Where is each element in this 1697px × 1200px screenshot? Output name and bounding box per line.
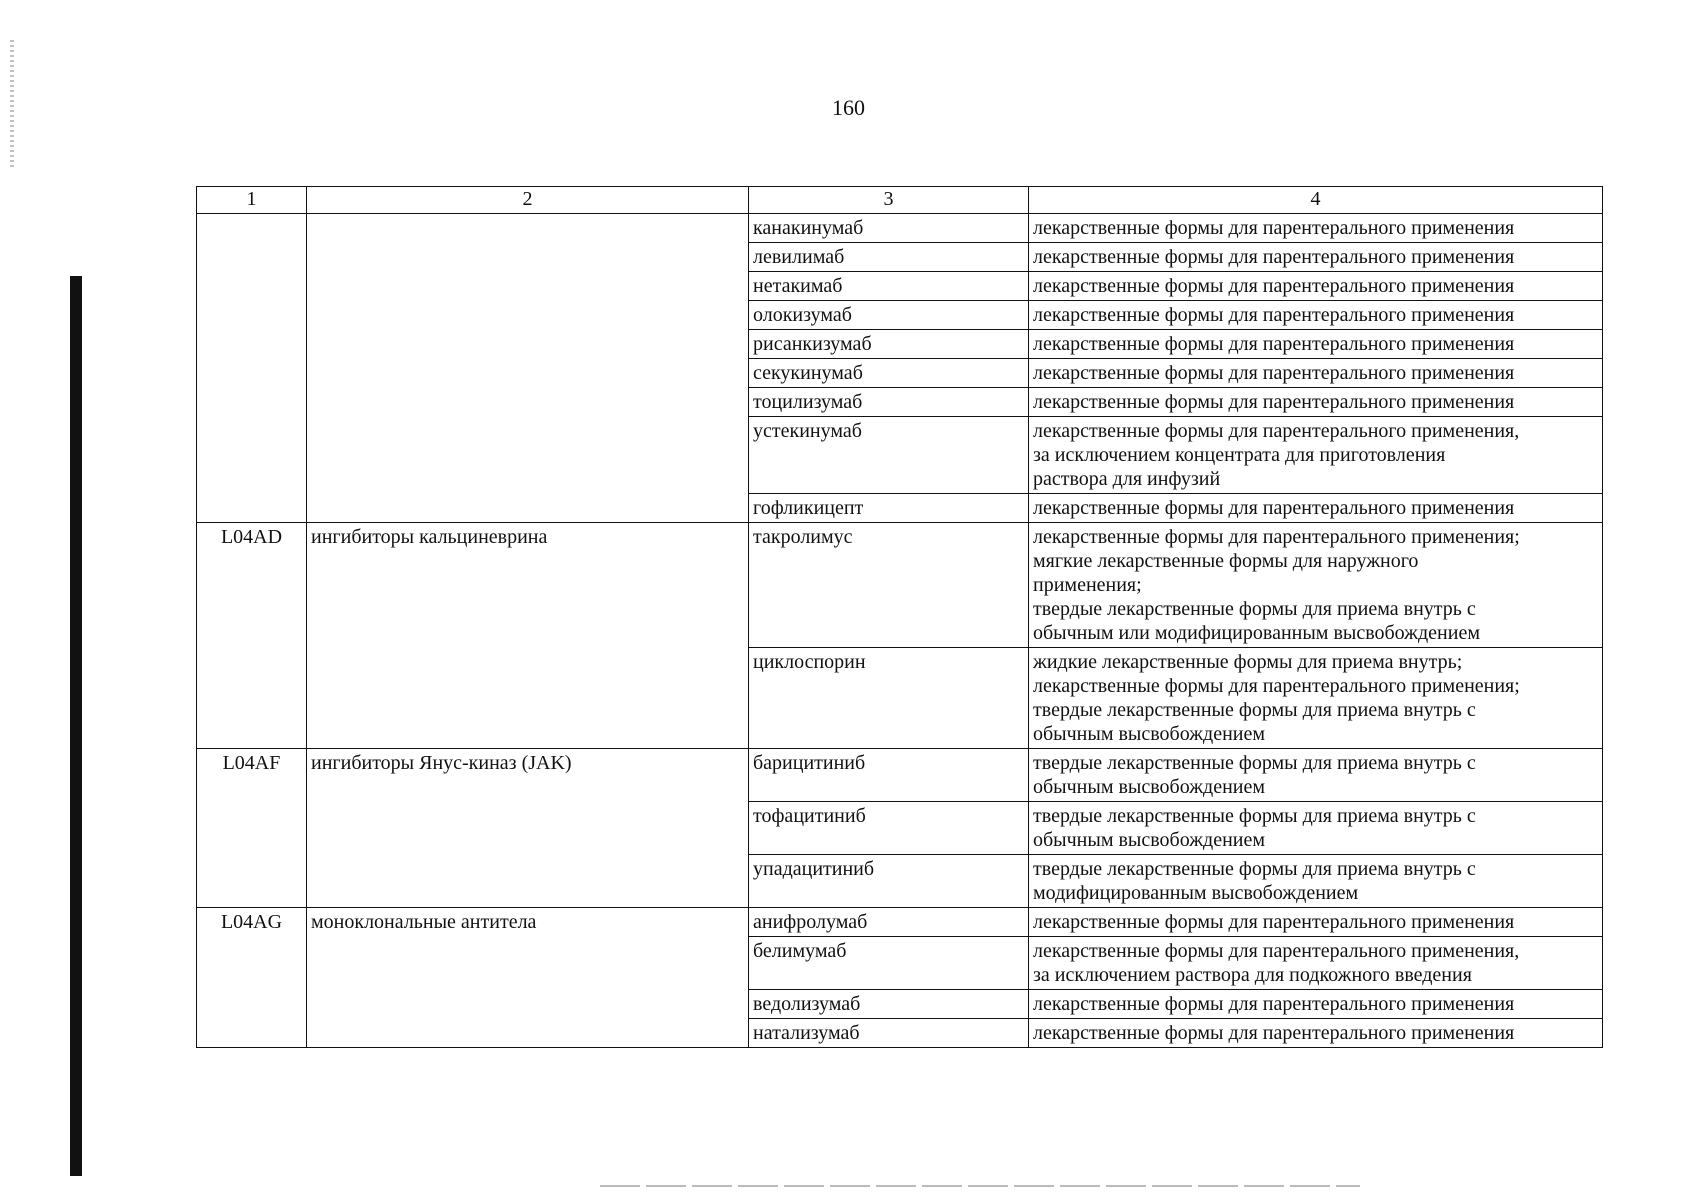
dosage-form-line: модифицированным высвобождением (1033, 882, 1359, 904)
drug-name-cell: нетакимаб (749, 272, 1029, 301)
dosage-form-line: лекарственные формы для парентерального применения (1033, 217, 1515, 239)
table-row (197, 908, 1603, 937)
dosage-form-line: лекарственные формы для парентерального применения (1033, 246, 1515, 268)
dosage-form-line: раствора для инфузий (1033, 468, 1221, 490)
group-name-cell: моноклональные антитела (307, 908, 749, 1048)
dosage-form-cell (1029, 359, 1603, 388)
dosage-form-line: твердые лекарственные формы для приема внутрь с (1033, 858, 1476, 880)
dosage-form-cell (1029, 648, 1603, 749)
drug-name-cell: белимумаб (749, 937, 1029, 990)
dosage-form-line: твердые лекарственные формы для приема внутрь с (1033, 598, 1476, 620)
dosage-form-cell (1029, 494, 1603, 523)
dosage-form-cell (1029, 937, 1603, 990)
dosage-form-line: лекарственные формы для парентерального применения (1033, 275, 1515, 297)
atc-code-cell: L04AF (197, 749, 307, 908)
dosage-form-cell (1029, 855, 1603, 908)
table-row (197, 523, 1603, 648)
dosage-form-line: лекарственные формы для парентерального применения (1033, 391, 1515, 413)
dosage-form-cell (1029, 1019, 1603, 1048)
drug-name-cell: олокизумаб (749, 301, 1029, 330)
drug-name-cell: натализумаб (749, 1019, 1029, 1048)
dosage-form-line: за исключением концентрата для приготовления (1033, 444, 1446, 466)
dosage-form-line: твердые лекарственные формы для приема внутрь с (1033, 805, 1476, 827)
dosage-form-cell (1029, 990, 1603, 1019)
dosage-form-line: лекарственные формы для парентерального применения (1033, 1022, 1515, 1044)
dosage-form-line: твердые лекарственные формы для приема внутрь с (1033, 752, 1476, 774)
dosage-form-cell (1029, 908, 1603, 937)
column-number: 4 (1029, 187, 1603, 214)
dosage-form-cell (1029, 749, 1603, 802)
dosage-form-cell (1029, 272, 1603, 301)
group-name-cell: ингибиторы Янус-киназ (JAK) (307, 749, 749, 908)
dosage-form-cell (1029, 243, 1603, 272)
dosage-form-line: лекарственные формы для парентерального применения, (1033, 940, 1520, 962)
drug-name-cell: канакинумаб (749, 214, 1029, 243)
dosage-form-cell (1029, 417, 1603, 494)
drug-name-cell: тофацитиниб (749, 802, 1029, 855)
dosage-form-cell (1029, 301, 1603, 330)
drug-table (196, 186, 1603, 1048)
dosage-form-cell (1029, 388, 1603, 417)
scan-artifact-bar (70, 276, 82, 1176)
column-number-row (197, 187, 1603, 214)
dosage-form-line: лекарственные формы для парентерального применения; (1033, 675, 1520, 697)
drug-name-cell: барицитиниб (749, 749, 1029, 802)
column-number: 3 (749, 187, 1029, 214)
drug-name-cell: упадацитиниб (749, 855, 1029, 908)
drug-name-cell: анифролумаб (749, 908, 1029, 937)
dosage-form-line: лекарственные формы для парентерального применения; (1033, 526, 1520, 548)
column-number: 1 (197, 187, 307, 214)
dosage-form-cell (1029, 523, 1603, 648)
dosage-form-line: лекарственные формы для парентерального применения, (1033, 420, 1520, 442)
dosage-form-line: за исключением раствора для подкожного введения (1033, 964, 1472, 986)
column-number: 2 (307, 187, 749, 214)
group-name-cell: ингибиторы кальциневрина (307, 523, 749, 749)
drug-name-cell: такролимус (749, 523, 1029, 648)
group-name-cell (307, 214, 749, 523)
atc-code-cell: L04AD (197, 523, 307, 749)
scan-artifact-line (600, 1185, 1360, 1187)
dosage-form-line: лекарственные формы для парентерального применения (1033, 993, 1515, 1015)
dosage-form-line: лекарственные формы для парентерального применения (1033, 362, 1515, 384)
dosage-form-line: мягкие лекарственные формы для наружного (1033, 550, 1419, 572)
drug-name-cell: циклоспорин (749, 648, 1029, 749)
atc-code-cell (197, 214, 307, 523)
dosage-form-line: жидкие лекарственные формы для приема внутрь; (1033, 651, 1463, 673)
dosage-form-line: твердые лекарственные формы для приема внутрь с (1033, 699, 1476, 721)
dosage-form-cell (1029, 802, 1603, 855)
dosage-form-line: лекарственные формы для парентерального применения (1033, 304, 1515, 326)
dosage-form-cell (1029, 330, 1603, 359)
atc-code-cell: L04AG (197, 908, 307, 1048)
page-number: 160 (832, 95, 865, 120)
dosage-form-cell (1029, 214, 1603, 243)
drug-name-cell: ведолизумаб (749, 990, 1029, 1019)
dosage-form-line: обычным высвобождением (1033, 776, 1266, 798)
dosage-form-line: обычным высвобождением (1033, 829, 1266, 851)
drug-name-cell: тоцилизумаб (749, 388, 1029, 417)
dosage-form-line: применения; (1033, 574, 1142, 596)
drug-name-cell: устекинумаб (749, 417, 1029, 494)
dosage-form-line: обычным или модифицированным высвобождением (1033, 622, 1480, 644)
drug-name-cell: рисанкизумаб (749, 330, 1029, 359)
drug-name-cell: левилимаб (749, 243, 1029, 272)
dosage-form-line: обычным высвобождением (1033, 723, 1266, 745)
dosage-form-line: лекарственные формы для парентерального применения (1033, 333, 1515, 355)
table-row (197, 749, 1603, 802)
dosage-form-line: лекарственные формы для парентерального применения (1033, 497, 1515, 519)
table-body (197, 214, 1603, 1048)
dosage-form-line: лекарственные формы для парентерального применения (1033, 911, 1515, 933)
drug-name-cell: секукинумаб (749, 359, 1029, 388)
drug-name-cell: гофликицепт (749, 494, 1029, 523)
table-row (197, 214, 1603, 243)
